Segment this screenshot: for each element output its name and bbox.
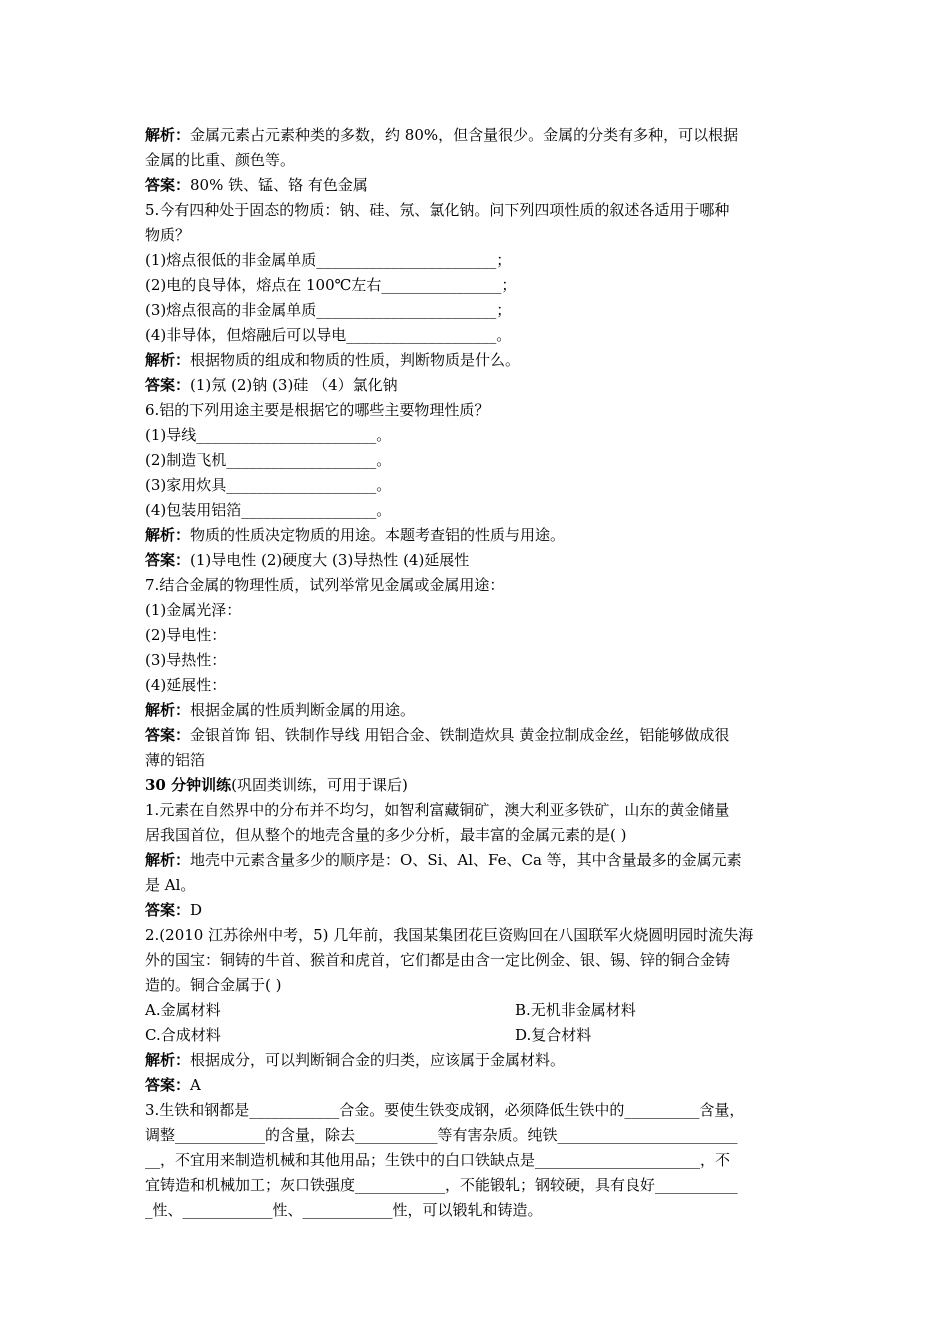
text-line bbox=[145, 674, 815, 698]
text-line bbox=[145, 949, 815, 973]
text-line bbox=[145, 349, 815, 373]
choice-b: B.无机非金属材料 bbox=[515, 1001, 636, 1019]
line-text: (2)电的良导体，熔点在 100℃左右________________； bbox=[145, 276, 517, 294]
text-line bbox=[145, 699, 815, 723]
line-text: (4)非导体，但熔融后可以导电____________________。 bbox=[145, 326, 512, 344]
line-text: (2)制造飞机____________________。 bbox=[145, 451, 392, 469]
line-text: _性、____________性、____________性，可以锻轧和铸造。 bbox=[145, 1201, 543, 1219]
choice-row bbox=[145, 999, 815, 1023]
line-text: (1)熔点很低的非金属单质________________________； bbox=[145, 251, 512, 269]
line-label: 30 分钟训练 bbox=[145, 776, 232, 794]
line-text: 6.铝的下列用途主要是根据它的哪些主要物理性质？ bbox=[145, 401, 490, 419]
text-line bbox=[145, 574, 815, 598]
line-text: __，不宜用来制造机械和其他用品；生铁中的白口铁缺点是______________________，不 bbox=[145, 1151, 731, 1169]
line-text: 金属元素占元素种类的多数，约 80%，但含量很少。金属的分类有多种，可以根据 bbox=[190, 126, 739, 144]
text-line bbox=[145, 399, 815, 423]
line-text: 3.生铁和钢都是____________合金。要使生铁变成钢，必须降低生铁中的__________含量， bbox=[145, 1101, 745, 1119]
choice-c: C.合成材料 bbox=[145, 1026, 221, 1044]
line-text: (1)金属光泽： bbox=[145, 601, 242, 619]
line-text: 造的。铜合金属于( ) bbox=[145, 976, 282, 994]
line-text: D bbox=[190, 901, 203, 919]
line-label: 解析： bbox=[145, 851, 191, 869]
line-label: 答案： bbox=[145, 376, 191, 394]
text-line bbox=[145, 374, 815, 398]
text-line bbox=[145, 899, 815, 923]
text-line bbox=[145, 799, 815, 823]
choice-a: A.金属材料 bbox=[145, 1001, 221, 1019]
text-line bbox=[145, 599, 815, 623]
line-label: 解析： bbox=[145, 701, 191, 719]
line-text: 外的国宝：铜铸的牛首、猴首和虎首，它们都是由含一定比例金、银、锡、锌的铜合金铸 bbox=[145, 951, 731, 969]
text-line bbox=[145, 249, 815, 273]
line-text: 物质？ bbox=[145, 226, 191, 244]
text-line bbox=[145, 449, 815, 473]
text-line bbox=[145, 199, 815, 223]
text-line bbox=[145, 274, 815, 298]
text-line bbox=[145, 924, 815, 948]
line-text: (4)延展性： bbox=[145, 676, 227, 694]
line-text: 薄的铝箔 bbox=[145, 751, 206, 769]
line-text: (1)导电性 (2)硬度大 (3)导热性 (4)延展性 bbox=[190, 551, 470, 569]
line-text: (3)导热性： bbox=[145, 651, 227, 669]
text-line bbox=[145, 149, 815, 173]
text-line bbox=[145, 1099, 815, 1123]
text-line bbox=[145, 124, 815, 148]
text-line bbox=[145, 874, 815, 898]
line-text: 80% 铁、锰、铬 有色金属 bbox=[190, 176, 368, 194]
line-text: (2)导电性： bbox=[145, 626, 227, 644]
line-text: 金属的比重、颜色等。 bbox=[145, 151, 296, 169]
text-line bbox=[145, 974, 815, 998]
line-text: 根据成分，可以判断铜合金的归类，应该属于金属材料。 bbox=[190, 1051, 566, 1069]
line-text: 地壳中元素含量多少的顺序是：O、Si、Al、Fe、Ca 等，其中含量最多的金属元素 bbox=[190, 851, 742, 869]
line-text: 2.(2010 江苏徐州中考，5) 几年前，我国某集团花巨资购回在八国联军火烧圆明园时流失海 bbox=[145, 926, 754, 944]
text-line bbox=[145, 1149, 815, 1173]
choice-row bbox=[145, 1024, 815, 1048]
text-line bbox=[145, 749, 815, 773]
line-text: 物质的性质决定物质的用途。本题考查铝的性质与用途。 bbox=[190, 526, 566, 544]
text-line bbox=[145, 724, 815, 748]
text-line bbox=[145, 524, 815, 548]
text-line bbox=[145, 474, 815, 498]
text-line bbox=[145, 499, 815, 523]
line-text: (4)包装用铝箔__________________。 bbox=[145, 501, 392, 519]
line-text: 7.结合金属的物理性质，试列举常见金属或金属用途： bbox=[145, 576, 505, 594]
text-line bbox=[145, 174, 815, 198]
line-text: 根据物质的组成和物质的性质，判断物质是什么。 bbox=[190, 351, 521, 369]
line-text: 1.元素在自然界中的分布并不均匀，如智利富藏铜矿，澳大利亚多铁矿，山东的黄金储量 bbox=[145, 801, 730, 819]
line-text: (3)家用炊具____________________。 bbox=[145, 476, 392, 494]
text-line bbox=[145, 1174, 815, 1198]
text-line bbox=[145, 424, 815, 448]
line-label: 解析： bbox=[145, 1051, 191, 1069]
line-text: 宜铸造和机械加工；灰口铁强度____________，不能锻轧；钢较硬，具有良好___________ bbox=[145, 1176, 738, 1194]
text-line bbox=[145, 849, 815, 873]
line-text: (1)氖 (2)钠 (3)硅 （4）氯化钠 bbox=[190, 376, 398, 394]
line-text: 金银首饰 铝、铁制作导线 用铝合金、铁制造炊具 黄金拉制成金丝，铝能够做成很 bbox=[190, 726, 730, 744]
text-line bbox=[145, 649, 815, 673]
line-text: (巩固类训练，可用于课后) bbox=[231, 776, 408, 794]
line-label: 解析： bbox=[145, 126, 191, 144]
section-heading bbox=[145, 774, 815, 798]
line-label: 答案： bbox=[145, 901, 191, 919]
line-text: 根据金属的性质判断金属的用途。 bbox=[190, 701, 416, 719]
line-label: 答案： bbox=[145, 1076, 191, 1094]
line-label: 答案： bbox=[145, 726, 191, 744]
line-text: (1)导线________________________。 bbox=[145, 426, 392, 444]
text-line bbox=[145, 324, 815, 348]
text-line bbox=[145, 824, 815, 848]
line-text: 居我国首位，但从整个的地壳含量的多少分析，最丰富的金属元素的是( ) bbox=[145, 826, 627, 844]
text-line bbox=[145, 1074, 815, 1098]
text-line bbox=[145, 1124, 815, 1148]
line-text: 是 Al。 bbox=[145, 876, 196, 894]
text-line bbox=[145, 549, 815, 573]
line-label: 答案： bbox=[145, 551, 191, 569]
text-line bbox=[145, 299, 815, 323]
text-line bbox=[145, 624, 815, 648]
line-label: 解析： bbox=[145, 351, 191, 369]
text-line bbox=[145, 1049, 815, 1073]
text-line bbox=[145, 1199, 815, 1223]
line-text: A bbox=[190, 1076, 201, 1094]
line-label: 解析： bbox=[145, 526, 191, 544]
line-label: 答案： bbox=[145, 176, 191, 194]
line-text: 调整____________的含量，除去___________等有害杂质。纯铁________________________ bbox=[145, 1126, 738, 1144]
text-line bbox=[145, 224, 815, 248]
line-text: (3)熔点很高的非金属单质________________________； bbox=[145, 301, 512, 319]
choice-d: D.复合材料 bbox=[515, 1026, 592, 1044]
line-text: 5.今有四种处于固态的物质：钠、硅、氖、氯化钠。问下列四项性质的叙述各适用于哪种 bbox=[145, 201, 730, 219]
